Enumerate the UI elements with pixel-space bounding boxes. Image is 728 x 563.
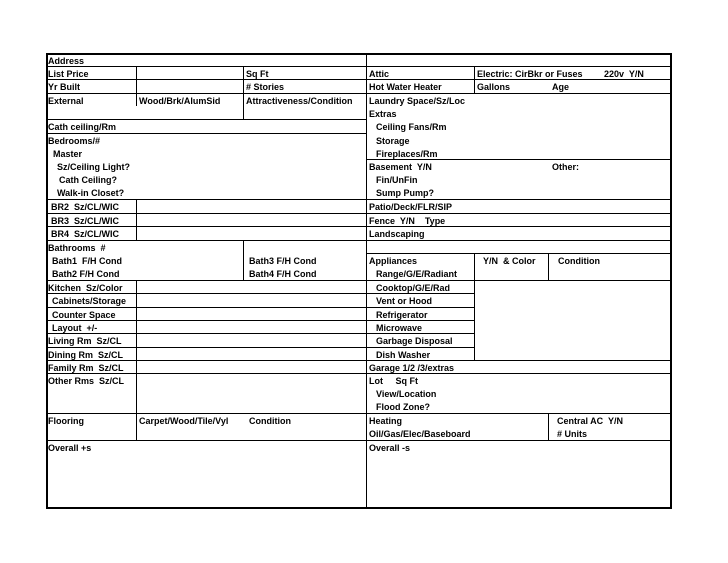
stories-label: # Stories	[246, 82, 285, 92]
sz-ceiling-light-label: Sz/Ceiling Light?	[57, 162, 130, 172]
walk-in-closet-label: Walk-in Closet?	[57, 188, 125, 198]
flood-zone-label: Flood Zone?	[376, 402, 430, 412]
appliance-condition-label: Condition	[558, 256, 600, 266]
column-rule	[548, 253, 549, 280]
counter-space-label: Counter Space	[52, 310, 116, 320]
extras-label: Extras	[369, 109, 397, 119]
central-ac-label: Central AC Y/N	[557, 416, 624, 426]
yn-color-label: Y/N & Color	[483, 256, 536, 266]
row-rule	[46, 199, 672, 200]
age-label: Age	[552, 82, 570, 92]
column-rule	[474, 253, 475, 360]
other-label: Other:	[552, 162, 579, 172]
overall-minus-label: Overall -s	[369, 443, 411, 453]
attic-label: Attic	[369, 69, 389, 79]
hot-water-label: Hot Water Heater	[369, 82, 442, 92]
patio-label: Patio/Deck/FLR/SIP	[369, 202, 453, 212]
row-rule	[46, 347, 474, 348]
units-label: # Units	[557, 429, 588, 439]
cath-ceiling-label: Cath ceiling/Rm	[48, 122, 117, 132]
column-rule	[243, 66, 244, 119]
storage-label: Storage	[376, 136, 410, 146]
row-rule	[46, 360, 672, 361]
kitchen-label: Kitchen Sz/Color	[48, 283, 123, 293]
basement-label: Basement Y/N	[369, 162, 432, 172]
sump-pump-label: Sump Pump?	[376, 188, 434, 198]
row-rule	[366, 253, 672, 254]
external-options: Wood/Brk/AlumSid	[139, 96, 221, 106]
attractiveness-label: Attractiveness/Condition	[246, 96, 353, 106]
refrigerator-label: Refrigerator	[376, 310, 428, 320]
row-rule	[46, 213, 672, 214]
gallons-label: Gallons	[477, 82, 511, 92]
address-label: Address	[48, 56, 85, 66]
row-rule	[46, 93, 672, 94]
row-rule	[46, 226, 672, 227]
electric-label: Electric: CirBkr or Fuses	[477, 69, 583, 79]
laundry-label: Laundry Space/Sz/Loc	[369, 96, 466, 106]
column-rule	[474, 66, 475, 93]
garbage-disposal-label: Garbage Disposal	[376, 336, 453, 346]
sq-ft-label: Sq Ft	[246, 69, 269, 79]
column-rule	[136, 199, 137, 240]
overall-plus-label: Overall +s	[48, 443, 92, 453]
br2-label: BR2 Sz/CL/WIC	[51, 202, 120, 212]
layout-label: Layout +/-	[52, 323, 98, 333]
fin-unfin-label: Fin/UnFin	[376, 175, 418, 185]
column-rule	[366, 53, 367, 509]
view-location-label: View/Location	[376, 389, 437, 399]
row-rule	[46, 280, 672, 281]
ceiling-fans-label: Ceiling Fans/Rm	[376, 122, 447, 132]
cath-ceiling-question: Cath Ceiling?	[59, 175, 117, 185]
row-rule	[46, 440, 672, 441]
bath3-label: Bath3 F/H Cond	[249, 256, 317, 266]
row-rule	[46, 66, 672, 67]
row-rule	[46, 373, 672, 374]
living-rm-label: Living Rm Sz/CL	[48, 336, 122, 346]
lot-label: Lot Sq Ft	[369, 376, 418, 386]
bath4-label: Bath4 F/H Cond	[249, 269, 317, 279]
garage-label: Garage 1/2 /3/extras	[369, 363, 455, 373]
column-rule	[136, 66, 137, 106]
row-rule	[46, 307, 474, 308]
br4-label: BR4 Sz/CL/WIC	[51, 229, 120, 239]
v220-label: 220v Y/N	[604, 69, 644, 79]
master-label: Master	[53, 149, 83, 159]
appliances-label: Appliances	[369, 256, 418, 266]
landscaping-label: Landscaping	[369, 229, 425, 239]
column-rule	[548, 413, 549, 440]
list-price-label: List Price	[48, 69, 89, 79]
bath1-label: Bath1 F/H Cond	[52, 256, 122, 266]
column-rule	[136, 280, 137, 440]
flooring-options: Carpet/Wood/Tile/Vyl	[139, 416, 229, 426]
yr-built-label: Yr Built	[48, 82, 81, 92]
vent-label: Vent or Hood	[376, 296, 432, 306]
br3-label: BR3 Sz/CL/WIC	[51, 216, 120, 226]
bath2-label: Bath2 F/H Cond	[52, 269, 120, 279]
row-rule	[46, 119, 366, 120]
column-rule	[243, 240, 244, 280]
heating-types-label: Oil/Gas/Elec/Baseboard	[369, 429, 471, 439]
microwave-label: Microwave	[376, 323, 423, 333]
row-rule	[46, 240, 672, 241]
row-rule	[46, 133, 366, 134]
bedrooms-label: Bedrooms/#	[48, 136, 101, 146]
other-rms-label: Other Rms Sz/CL	[48, 376, 125, 386]
dish-washer-label: Dish Washer	[376, 350, 431, 360]
cabinets-label: Cabinets/Storage	[52, 296, 127, 306]
heating-label: Heating	[369, 416, 403, 426]
external-label: External	[48, 96, 84, 106]
dining-rm-label: Dining Rm Sz/CL	[48, 350, 123, 360]
fence-label: Fence Y/N Type	[369, 216, 446, 226]
flooring-label: Flooring	[48, 416, 84, 426]
fireplaces-label: Fireplaces/Rm	[376, 149, 438, 159]
row-rule	[46, 413, 672, 414]
bathrooms-label: Bathrooms #	[48, 243, 106, 253]
range-label: Range/G/E/Radiant	[376, 269, 458, 279]
cooktop-label: Cooktop/G/E/Rad	[376, 283, 450, 293]
family-rm-label: Family Rm Sz/CL	[48, 363, 124, 373]
flooring-condition-label: Condition	[249, 416, 291, 426]
